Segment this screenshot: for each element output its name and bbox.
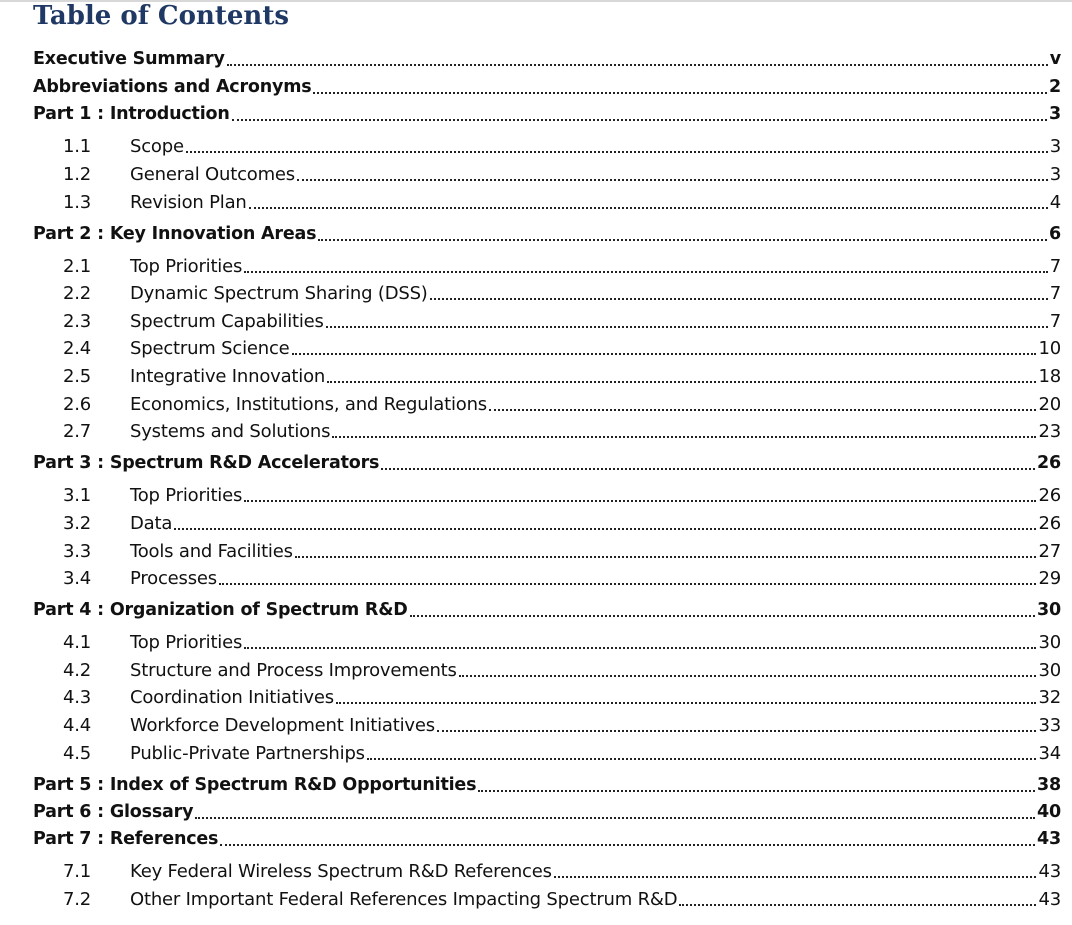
entry-label: Part 5 : Index of Spectrum R&D Opportunities: [33, 775, 477, 795]
entry-label: Tools and Facilities: [130, 541, 293, 562]
entry-label: Abbreviations and Acronyms: [33, 77, 312, 97]
page-number: 30: [1038, 660, 1061, 681]
dot-leader: [186, 133, 1048, 160]
section-number: 2.4: [63, 338, 92, 359]
toc-section-entry[interactable]: [33, 391, 1061, 418]
dot-leader: [459, 657, 1037, 684]
dot-leader: [478, 772, 1035, 799]
dot-leader: [295, 538, 1037, 565]
dot-leader: [367, 740, 1037, 767]
toc-part-entry[interactable]: [33, 46, 1061, 73]
dot-leader: [244, 482, 1036, 509]
toc-section-entry[interactable]: [33, 684, 1061, 711]
page-number: 30: [1037, 600, 1061, 620]
dot-leader: [297, 161, 1048, 188]
page-number: 26: [1038, 485, 1061, 506]
section-number: 2.2: [63, 283, 92, 304]
section-number: 4.5: [63, 743, 92, 764]
section-number: 3.1: [63, 485, 92, 506]
page-number: 34: [1038, 743, 1061, 764]
page-number: 10: [1038, 338, 1061, 359]
section-number: 3.4: [63, 568, 92, 589]
section-number: 4.2: [63, 660, 92, 681]
dot-leader: [219, 565, 1037, 592]
entry-label: Key Federal Wireless Spectrum R&D References: [130, 861, 552, 882]
section-number: 2.6: [63, 394, 92, 415]
page-number: 2: [1049, 77, 1061, 97]
page-number: 43: [1037, 829, 1061, 849]
section-number: 2.3: [63, 311, 92, 332]
page-number: 26: [1038, 513, 1061, 534]
page-number: 20: [1038, 394, 1061, 415]
dot-leader: [326, 308, 1048, 335]
entry-label: Part 6 : Glossary: [33, 802, 194, 822]
page-number: 29: [1038, 568, 1061, 589]
entry-label: Spectrum Science: [130, 338, 290, 359]
dot-leader: [232, 101, 1047, 128]
dot-leader: [195, 799, 1035, 826]
dot-leader: [679, 886, 1036, 913]
dot-leader: [220, 826, 1035, 853]
page-number: 6: [1049, 224, 1061, 244]
toc-part-entry[interactable]: [33, 74, 1061, 101]
page-number: 26: [1037, 453, 1061, 473]
toc-section-entry[interactable]: [33, 565, 1061, 592]
toc-section-entry[interactable]: [33, 740, 1061, 767]
page-number: 3: [1049, 104, 1061, 124]
dot-leader: [554, 858, 1037, 885]
dot-leader: [292, 335, 1037, 362]
toc-part-entry[interactable]: [33, 826, 1061, 853]
page-number: 43: [1038, 861, 1061, 882]
entry-label: Dynamic Spectrum Sharing (DSS): [130, 283, 428, 304]
entry-label: Processes: [130, 568, 217, 589]
entry-label: Other Important Federal References Impacting Spectrum R&D: [130, 889, 678, 910]
page-number: 4: [1049, 192, 1061, 213]
page-number: 3: [1049, 136, 1061, 157]
toc-section-entry[interactable]: [33, 482, 1061, 509]
toc-section-entry[interactable]: [33, 510, 1061, 537]
toc-section-entry[interactable]: [33, 189, 1061, 216]
dot-leader: [313, 74, 1047, 101]
entry-label: Public-Private Partnerships: [130, 743, 365, 764]
dot-leader: [174, 510, 1036, 537]
entry-label: Workforce Development Initiatives: [130, 715, 435, 736]
dot-leader: [244, 253, 1048, 280]
page-number: 30: [1038, 632, 1061, 653]
entry-label: Scope: [130, 136, 184, 157]
dot-leader: [430, 280, 1048, 307]
toc-section-entry[interactable]: [33, 363, 1061, 390]
toc-part-entry[interactable]: [33, 772, 1061, 799]
dot-leader: [227, 46, 1048, 73]
toc-section-entry[interactable]: [33, 133, 1061, 160]
entry-label: Spectrum Capabilities: [130, 311, 324, 332]
entry-label: Part 7 : References: [33, 829, 219, 849]
toc-part-entry[interactable]: [33, 597, 1061, 624]
page-number: 7: [1049, 311, 1061, 332]
toc-section-entry[interactable]: [33, 629, 1061, 656]
entry-label: Systems and Solutions: [130, 421, 331, 442]
dot-leader: [244, 629, 1036, 656]
section-number: 2.7: [63, 421, 92, 442]
section-number: 2.1: [63, 256, 92, 277]
page-number: 27: [1038, 541, 1061, 562]
section-number: 3.3: [63, 541, 92, 562]
entry-label: Coordination Initiatives: [130, 687, 334, 708]
section-number: 3.2: [63, 513, 92, 534]
section-number: 2.5: [63, 366, 92, 387]
toc-part-entry[interactable]: [33, 799, 1061, 826]
section-number: 7.1: [63, 861, 92, 882]
toc-section-entry[interactable]: [33, 886, 1061, 913]
entry-label: Revision Plan: [130, 192, 247, 213]
section-number: 1.1: [63, 136, 92, 157]
toc-section-entry[interactable]: [33, 858, 1061, 885]
toc-section-entry[interactable]: [33, 335, 1061, 362]
entry-label: Part 1 : Introduction: [33, 104, 230, 124]
entry-label: Part 2 : Key Innovation Areas: [33, 224, 317, 244]
toc-section-entry[interactable]: [33, 538, 1061, 565]
entry-label: Top Priorities: [130, 632, 243, 653]
section-number: 4.3: [63, 687, 92, 708]
toc-section-entry[interactable]: [33, 253, 1061, 280]
section-number: 4.4: [63, 715, 92, 736]
page-number: 7: [1049, 283, 1061, 304]
entry-label: Integrative Innovation: [130, 366, 326, 387]
page-number: 32: [1038, 687, 1061, 708]
entry-label: Top Priorities: [130, 485, 243, 506]
page-number: 3: [1049, 164, 1061, 185]
dot-leader: [332, 418, 1036, 445]
page-number: 38: [1037, 775, 1061, 795]
toc-part-entry[interactable]: [33, 221, 1061, 248]
entry-label: Top Priorities: [130, 256, 243, 277]
dot-leader: [336, 684, 1037, 711]
toc-section-entry[interactable]: [33, 161, 1061, 188]
entry-label: Data: [130, 513, 173, 534]
dot-leader: [381, 450, 1035, 477]
page-number: 23: [1038, 421, 1061, 442]
entry-label: Part 4 : Organization of Spectrum R&D: [33, 600, 408, 620]
section-number: 1.2: [63, 164, 92, 185]
toc-section-entry[interactable]: [33, 712, 1061, 739]
entry-label: Part 3 : Spectrum R&D Accelerators: [33, 453, 380, 473]
page-number: 40: [1037, 802, 1061, 822]
page-number: 7: [1049, 256, 1061, 277]
page-number: 43: [1038, 889, 1061, 910]
toc-section-entry[interactable]: [33, 308, 1061, 335]
section-number: 7.2: [63, 889, 92, 910]
page-number: 33: [1038, 715, 1061, 736]
entry-label: Executive Summary: [33, 49, 225, 69]
dot-leader: [318, 221, 1047, 248]
toc-section-entry[interactable]: [33, 418, 1061, 445]
entry-label: General Outcomes: [130, 164, 295, 185]
dot-leader: [489, 391, 1037, 418]
dot-leader: [410, 597, 1035, 624]
toc-section-entry[interactable]: [33, 280, 1061, 307]
page-number: v: [1049, 49, 1061, 69]
page-number: 18: [1038, 366, 1061, 387]
toc-part-entry[interactable]: [33, 101, 1061, 128]
dot-leader: [437, 712, 1037, 739]
section-number: 1.3: [63, 192, 92, 213]
page-title: Table of Contents: [33, 1, 289, 31]
dot-leader: [249, 189, 1048, 216]
entry-label: Structure and Process Improvements: [130, 660, 457, 681]
section-number: 4.1: [63, 632, 92, 653]
toc-part-entry[interactable]: [33, 450, 1061, 477]
dot-leader: [327, 363, 1036, 390]
toc-section-entry[interactable]: [33, 657, 1061, 684]
entry-label: Economics, Institutions, and Regulations: [130, 394, 487, 415]
